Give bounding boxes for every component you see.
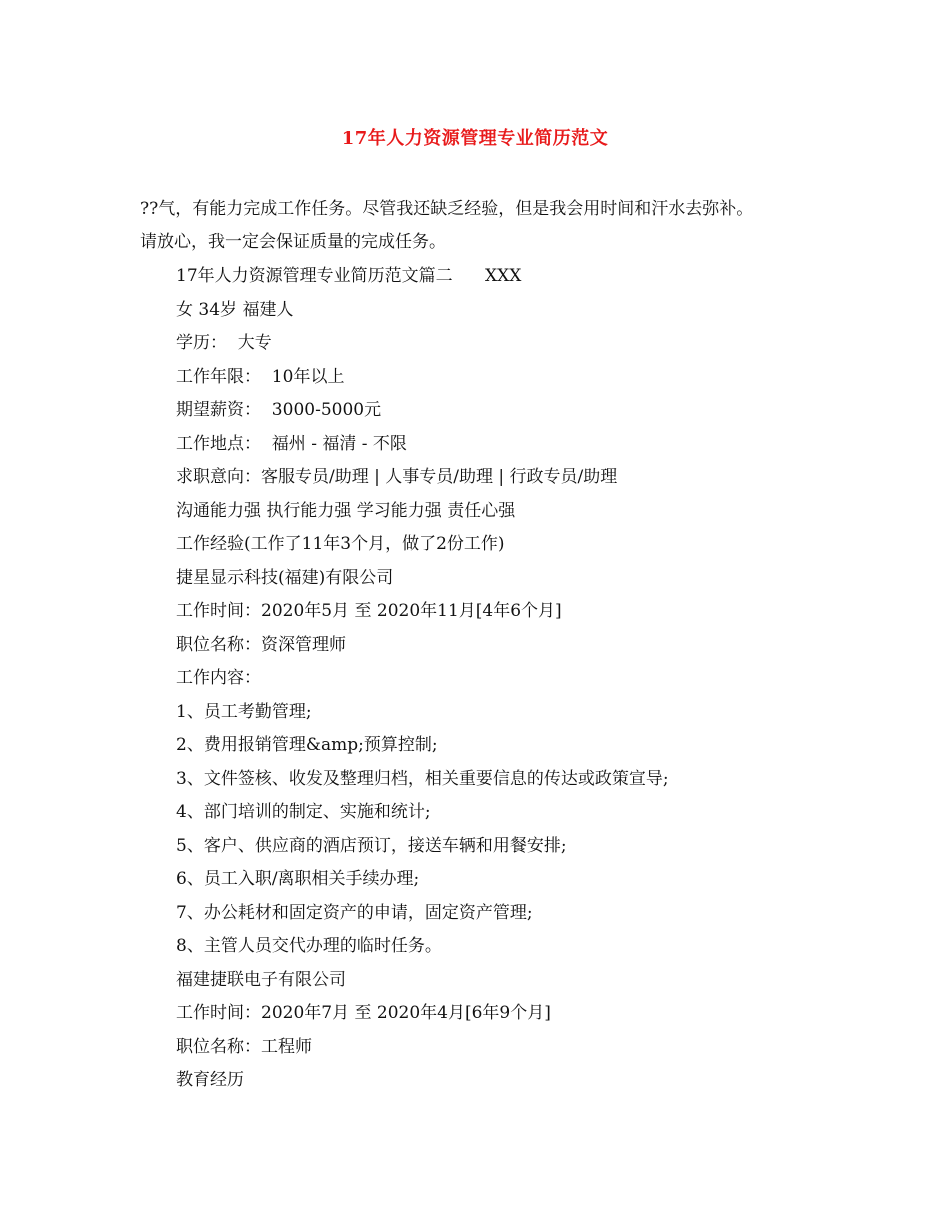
education-level: 学历： 大专	[176, 333, 272, 353]
duty-item: 5、客户、供应商的酒店预订，接送车辆和用餐安排;	[176, 835, 567, 856]
document-title: 17年人力资源管理专业简历范文	[341, 128, 609, 149]
work-experience-heading: 工作经验(工作了11年3个月，做了2份工作)	[176, 534, 505, 554]
skills: 沟通能力强 执行能力强 学习能力强 责任心强	[176, 500, 516, 521]
job-content-heading: 工作内容：	[176, 668, 261, 688]
work-period: 工作时间：2020年7月 至 2020年4月[6年9个月]	[176, 1003, 551, 1023]
duty-item: 1、员工考勤管理;	[176, 701, 312, 722]
education-heading: 教育经历	[176, 1070, 244, 1090]
duty-item: 6、员工入职/离职相关手续办理;	[176, 869, 420, 889]
expected-salary: 期望薪资： 3000-5000元	[176, 400, 382, 420]
resume-body	[176, 260, 836, 1098]
duty-item: 4、部门培训的制定、实施和统计;	[176, 802, 431, 822]
duty-item: 3、文件签核、收发及整理归档，相关重要信息的传达或政策宣导;	[176, 768, 669, 789]
resume-heading: 17年人力资源管理专业简历范文篇二 XXX	[176, 266, 522, 286]
work-years: 工作年限： 10年以上	[176, 366, 345, 387]
duty-item: 7、办公耗材和固定资产的申请，固定资产管理;	[176, 902, 533, 923]
company-name: 福建捷联电子有限公司	[176, 969, 346, 990]
intro-line: 请放心，我一定会保证质量的完成任务。	[140, 232, 446, 252]
duty-item: 2、费用报销管理&amp;预算控制;	[176, 735, 438, 755]
work-period: 工作时间：2020年5月 至 2020年11月[4年6个月]	[176, 601, 562, 621]
work-location: 工作地点： 福州 - 福清 - 不限	[176, 433, 407, 454]
intro-paragraph	[140, 193, 830, 259]
intro-line: ??气，有能力完成工作任务。尽管我还缺乏经验，但是我会用时间和汗水去弥补。	[140, 199, 754, 219]
job-intention: 求职意向：客服专员/助理 | 人事专员/助理 | 行政专员/助理	[176, 467, 618, 487]
personal-info: 女 34岁 福建人	[176, 299, 294, 320]
duty-item: 8、主管人员交代办理的临时任务。	[176, 936, 442, 956]
job-title: 职位名称：资深管理师	[176, 634, 346, 655]
job-title: 职位名称：工程师	[176, 1036, 312, 1057]
company-name: 捷星显示科技(福建)有限公司	[176, 567, 394, 588]
